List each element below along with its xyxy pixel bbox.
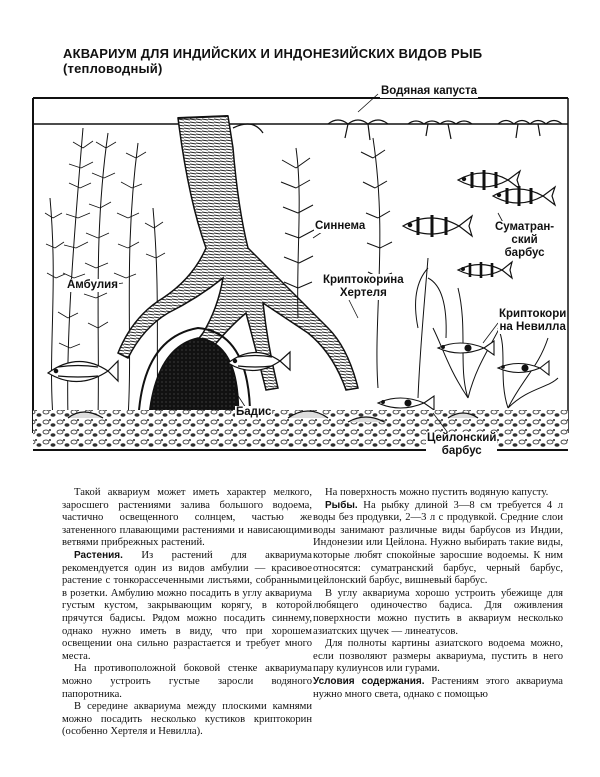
label-krip-n-line-2: на Невилла xyxy=(499,321,566,333)
label-sumatra-line-1: Суматран- xyxy=(495,221,555,233)
label-badis: Бадис xyxy=(236,406,272,418)
label-ceylon-line-1: Цейлонский xyxy=(427,432,497,444)
label-sinnema: Синнема xyxy=(315,220,366,232)
label-vodyanaya-kapusta: Водяная капуста xyxy=(381,85,478,97)
right-paragraph-3: В углу аквариума хорошо устроить убежище для любящего одиночество бадиса. Для оживления поверхности можно пустить в аквариум несколько азиатских щучек — линеатусов. xyxy=(313,587,563,637)
label-cryptocoryne-hertel xyxy=(322,274,405,300)
label-krip-n-line-1: Криптокори xyxy=(499,308,567,320)
text-column-right xyxy=(313,487,563,701)
label-sumatra-line-3: барбус xyxy=(504,247,545,259)
driftwood xyxy=(118,116,358,393)
label-krip-h-line-1: Криптокорина xyxy=(323,274,404,286)
right-paragraph-2 xyxy=(313,500,563,588)
left-paragraph-2 xyxy=(62,550,312,663)
fish-text: На рыбку длиной 3—8 см требуется 4 л воды без продувки, 2—3 л с продувкой. Средние слои воды занимают различные виды барбусов из Индии, Индонезии или Цейлона. Нужно выбирать такие виды, которые любят спокойные заросшие водоемы. К ним относятся: суматранский барбус, черный барбус, цейлонский барбус, вишневый барбус. xyxy=(313,499,563,587)
fish-heading: Рыбы. xyxy=(325,499,358,511)
left-paragraph-3: На противоположной боковой стенке аквариума можно устроить густые заросли водяного папоротника. xyxy=(62,663,312,700)
title-line-1: АКВАРИУМ ДЛЯ ИНДИЙСКИХ И ИНДОНЕЗИЙСКИХ ВИДОВ РЫБ xyxy=(63,46,483,61)
page-title xyxy=(63,46,523,76)
label-amboulia: Амбулия xyxy=(67,279,118,291)
plants-heading: Растения. xyxy=(74,549,123,561)
right-paragraph-4: Для полноты картины азиатского водоема можно, если позволяют размеры аквариума, пустить в него пару кулиунсов или гурами. xyxy=(313,638,563,675)
left-paragraph-4: В середине аквариума между плоскими камнями можно посадить несколько кустиков криптокорин (особенно Хертеля и Невилла). xyxy=(62,701,312,738)
aquarium-illustration xyxy=(28,85,573,473)
left-paragraph-1: Такой аквариум может иметь характер мелкого, заросшего растениями залива большого водоема, частично освещенного солнцем, частью же затененного плавающими растениями и нависающими ветвями прибрежных растений. xyxy=(62,487,312,549)
text-column-left xyxy=(62,487,312,739)
label-sumatra-line-2: ский xyxy=(511,234,538,246)
floating-plants xyxy=(328,120,562,140)
conditions-heading: Условия содержания. xyxy=(313,675,425,687)
title-line-2: (тепловодный) xyxy=(63,61,163,76)
label-krip-h-line-2: Хертеля xyxy=(339,287,387,299)
label-ceylon-line-2: барбус xyxy=(441,445,482,457)
right-paragraph-5 xyxy=(313,676,563,701)
right-paragraph-1: На поверхность можно пустить водяную капусту. xyxy=(325,487,549,498)
label-ceylon-barb xyxy=(426,432,497,458)
label-cryptocoryne-nevill xyxy=(498,308,567,334)
label-sumatra-barb xyxy=(494,221,555,260)
plants-text: Из растений для аквариума рекомендуется один из видов амбулии — красивое растение с тонкорассеченными листьями, собранными в розетки. Амбулию можно посадить в углу аквариума густым кустом, закрывающим корягу, в которой прячутся бадисы. Рядом можно посадить синнему, однако нужно иметь в виду, что при хорошем освещении она сильно разрастается и требует много места. xyxy=(62,549,312,662)
conditions-text: Растениям этого аквариума нужно много света, однако с помощью xyxy=(313,675,563,700)
